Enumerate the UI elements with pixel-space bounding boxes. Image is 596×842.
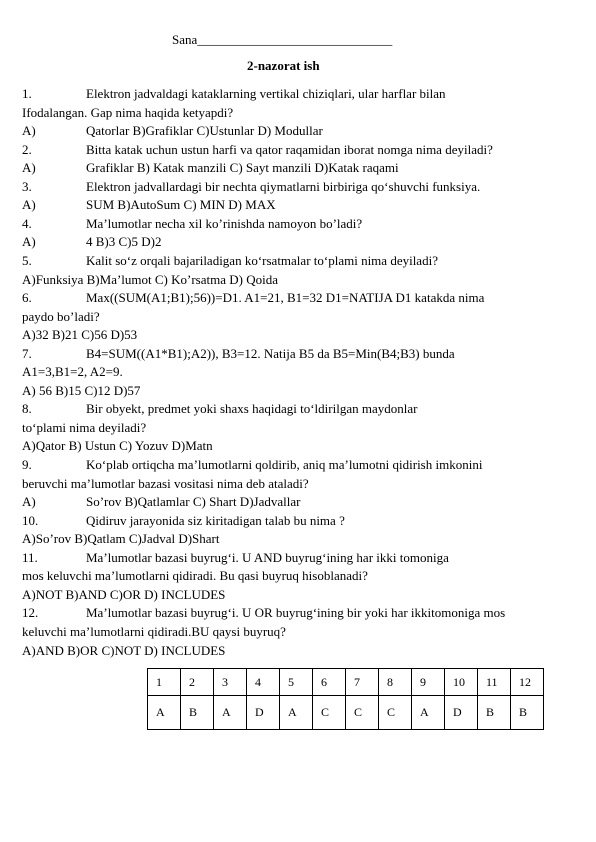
answer-key-number: 7 bbox=[346, 669, 379, 696]
question-text-continued: Ifodalangan. Gap nima haqida ketyapdi? bbox=[22, 104, 234, 120]
question-number: 8. bbox=[22, 401, 32, 417]
question-text: Max((SUM(A1;B1);56))=D1. A1=21, B1=32 D1=NATIJA D1 katakda nima bbox=[86, 290, 485, 306]
answer-options: A)NOT B)AND C)OR D) INCLUDES bbox=[22, 586, 226, 602]
answer-option-prefix: A) bbox=[22, 160, 36, 176]
answer-key-number: 1 bbox=[148, 669, 181, 696]
answer-key-answer: B bbox=[181, 696, 214, 730]
answer-key-number: 12 bbox=[511, 669, 544, 696]
answer-key-number: 8 bbox=[379, 669, 412, 696]
answer-options: A)AND B)OR C)NOT D) INCLUDES bbox=[22, 642, 226, 658]
question-number: 4. bbox=[22, 215, 32, 231]
question-text: Elektron jadvallardagi bir nechta qiymatlarni birbiriga qo‘shuvchi funksiya. bbox=[86, 178, 481, 194]
answer-options: So’rov B)Qatlamlar C) Shart D)Jadvallar bbox=[86, 494, 301, 510]
answer-key-number: 6 bbox=[313, 669, 346, 696]
answer-options: 4 B)3 C)5 D)2 bbox=[86, 234, 162, 250]
question-number: 5. bbox=[22, 252, 32, 268]
question-text: Ma’lumotlar necha xil ko’rinishda namoyon bo’ladi? bbox=[86, 215, 363, 231]
question-text-continued: mos keluvchi ma’lumotlarni qidiradi. Bu qasi buyruq hisoblanadi? bbox=[22, 568, 368, 584]
answer-key-answer: D bbox=[247, 696, 280, 730]
answer-options: SUM B)AutoSum C) MIN D) MAX bbox=[86, 197, 276, 213]
question-text-continued: keluvchi ma’lumotlarni qidiradi.BU qaysi buyruq? bbox=[22, 623, 286, 639]
question-number: 7. bbox=[22, 345, 32, 361]
question-text-continued: paydo bo’ladi? bbox=[22, 308, 100, 324]
answer-key-answer: D bbox=[445, 696, 478, 730]
answer-key-answer: C bbox=[346, 696, 379, 730]
answer-options: A)Qator B) Ustun C) Yozuv D)Matn bbox=[22, 438, 213, 454]
answer-options: Qatorlar B)Grafiklar C)Ustunlar D) Modullar bbox=[86, 123, 323, 139]
answer-option-prefix: A) bbox=[22, 123, 36, 139]
question-number: 12. bbox=[22, 605, 39, 621]
date-label: Sana______________________________ bbox=[172, 32, 393, 47]
question-text: Kalit so‘z orqali bajariladigan ko‘rsatmalar to‘plami nima deyiladi? bbox=[86, 252, 438, 268]
answer-key-numbers-row bbox=[148, 669, 544, 696]
question-text-continued: A1=3,B1=2, A2=9. bbox=[22, 364, 123, 380]
answer-key-answer: B bbox=[478, 696, 511, 730]
answer-option-prefix: A) bbox=[22, 494, 36, 510]
answer-key-answer: A bbox=[280, 696, 313, 730]
answer-key-number: 3 bbox=[214, 669, 247, 696]
answer-key-number: 11 bbox=[478, 669, 511, 696]
answer-key-number: 5 bbox=[280, 669, 313, 696]
question-text: Ko‘plab ortiqcha ma’lumotlarni qoldirib, aniq ma’lumotni qidirish imkonini bbox=[86, 457, 483, 472]
answer-options: A)32 B)21 C)56 D)53 bbox=[22, 327, 138, 343]
question-text: Qidiruv jarayonida siz kiritadigan talab bu nima ? bbox=[86, 512, 345, 528]
answer-options: A)So’rov B)Qatlam C)Jadval D)Shart bbox=[22, 531, 220, 547]
question-text: Ma’lumotlar bazasi buyrug‘i. U OR buyrug‘ining bir yoki har ikkitomoniga mos bbox=[86, 605, 506, 621]
answer-key-answer: C bbox=[313, 696, 346, 730]
question-text: Ma’lumotlar bazasi buyrug‘i. U AND buyrug‘ining har ikki tomoniga bbox=[86, 549, 449, 565]
answer-key-answer: A bbox=[214, 696, 247, 730]
answer-options: A) 56 B)15 C)12 D)57 bbox=[22, 382, 141, 398]
question-number: 2. bbox=[22, 141, 32, 157]
question-text: Elektron jadvaldagi kataklarning vertikal chiziqlari, ular harflar bilan bbox=[86, 86, 446, 101]
answer-key-answer: A bbox=[412, 696, 445, 730]
answer-key-answers-row bbox=[148, 696, 544, 730]
question-number: 1. bbox=[22, 86, 32, 101]
answer-options: Grafiklar B) Katak manzili C) Sayt manzili D)Katak raqami bbox=[86, 160, 399, 176]
question-text: Bitta katak uchun ustun harfi va qator raqamidan iborat nomga nima deyiladi? bbox=[86, 141, 493, 157]
answer-key-answer: C bbox=[379, 696, 412, 730]
question-number: 10. bbox=[22, 512, 39, 528]
answer-key-number: 4 bbox=[247, 669, 280, 696]
question-text: Bir obyekt, predmet yoki shaxs haqidagi to‘ldirilgan maydonlar bbox=[86, 401, 418, 417]
answer-options: A)Funksiya B)Ma’lumot C) Ko’rsatma D) Qoida bbox=[22, 271, 278, 287]
answer-key-table bbox=[147, 668, 544, 730]
answer-option-prefix: A) bbox=[22, 234, 36, 250]
page-title: 2-nazorat ish bbox=[247, 58, 320, 73]
question-number: 9. bbox=[22, 457, 32, 472]
question-number: 11. bbox=[22, 549, 38, 565]
question-text-continued: to‘plami nima deyiladi? bbox=[22, 419, 147, 435]
question-number: 3. bbox=[22, 178, 32, 194]
answer-option-prefix: A) bbox=[22, 197, 36, 213]
question-text-continued: beruvchi ma’lumotlar bazasi vositasi nima deb ataladi? bbox=[22, 475, 309, 491]
answer-key-number: 2 bbox=[181, 669, 214, 696]
answer-key-answer: A bbox=[148, 696, 181, 730]
question-text: B4=SUM((A1*B1);A2)), B3=12. Natija B5 da B5=Min(B4;B3) bunda bbox=[86, 345, 455, 361]
answer-key-number: 10 bbox=[445, 669, 478, 696]
question-number: 6. bbox=[22, 290, 32, 306]
answer-key-number: 9 bbox=[412, 669, 445, 696]
answer-key-answer: B bbox=[511, 696, 544, 730]
